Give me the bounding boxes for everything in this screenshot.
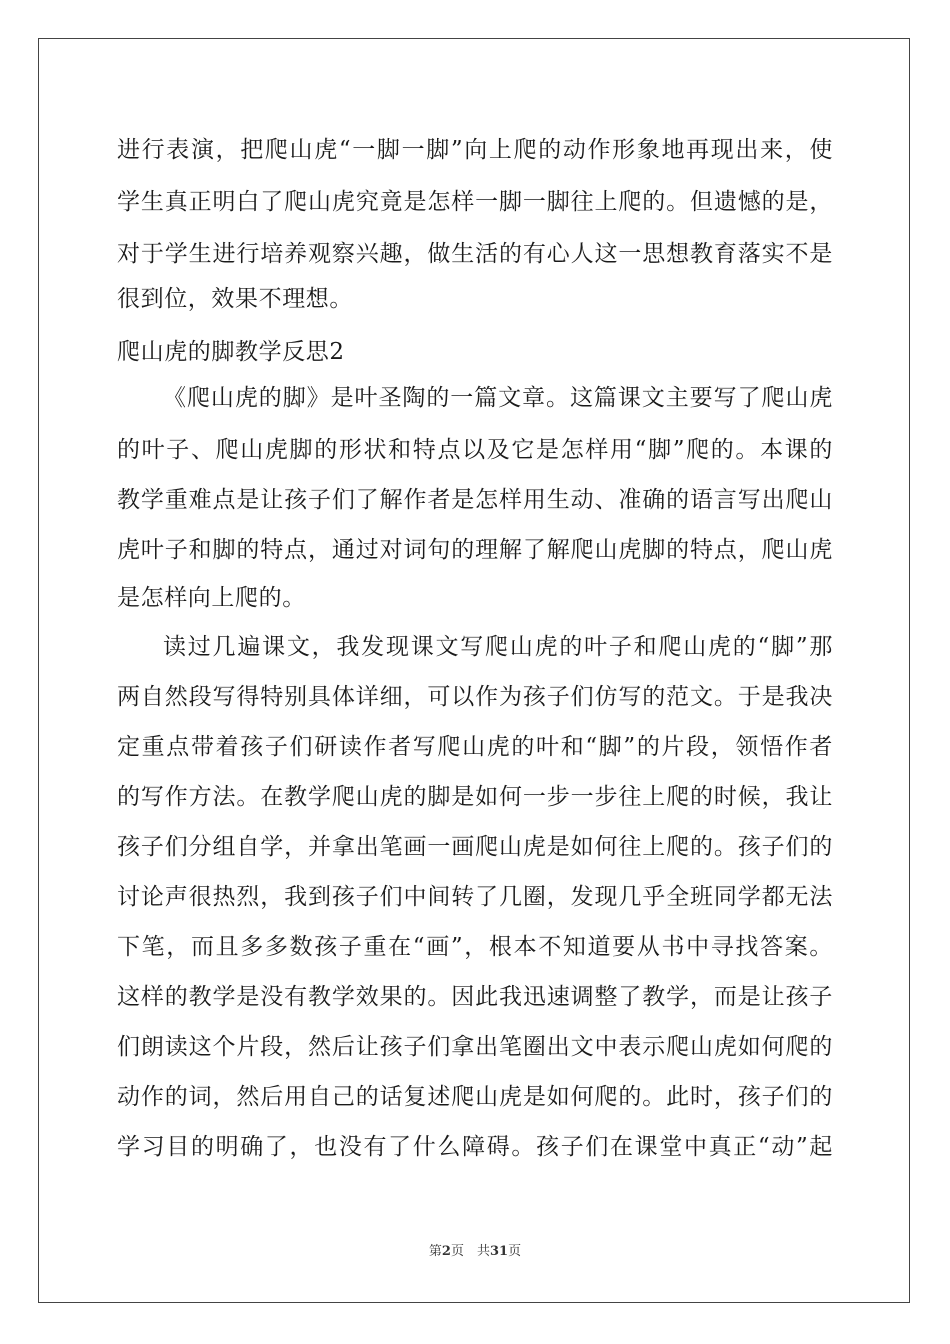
footer-prefix: 第 [428, 1244, 442, 1259]
paragraph-line: 两自然段写得特别具体详细，可以作为孩子们仿写的范文。于是我决 [117, 684, 833, 710]
paragraph-line: 动作的词，然后用自己的话复述爬山虎是如何爬的。此时，孩子们的 [117, 1084, 833, 1110]
page-number: 2 [441, 1244, 451, 1259]
paragraph-line: 这样的教学是没有教学效果的。因此我迅速调整了教学，而是让孩子 [117, 984, 833, 1010]
paragraph-line: 的写作方法。在教学爬山虎的脚是如何一步一步往上爬的时候，我让 [117, 784, 833, 810]
paragraph-line: 下笔，而且多多数孩子重在“画”，根本不知道要从书中寻找答案。 [117, 934, 833, 960]
section-heading: 爬山虎的脚教学反思2 [117, 339, 345, 365]
paragraph-line: 进行表演，把爬山虎“一脚一脚”向上爬的动作形象地再现出来，使 [117, 137, 833, 163]
paragraph-line: 虎叶子和脚的特点，通过对词句的理解了解爬山虎脚的特点，爬山虎 [117, 537, 833, 563]
paragraph-line: 教学重难点是让孩子们了解作者是怎样用生动、准确的语言写出爬山 [117, 487, 833, 513]
footer-mid: 页 共 [450, 1244, 490, 1259]
total-pages: 31 [489, 1244, 509, 1259]
paragraph-line: 学习目的明确了，也没有了什么障碍。孩子们在课堂中真正“动”起 [117, 1134, 833, 1160]
paragraph-line: 对于学生进行培养观察兴趣，做生活的有心人这一思想教育落实不是 [117, 241, 833, 267]
paragraph-line: 读过几遍课文，我发现课文写爬山虎的叶子和爬山虎的“脚”那 [163, 634, 833, 660]
footer-suffix: 页 [508, 1244, 522, 1259]
paragraph-line: 们朗读这个片段，然后让孩子们拿出笔圈出文中表示爬山虎如何爬的 [117, 1034, 833, 1060]
page-footer [0, 1242, 950, 1262]
paragraph-line: 是怎样向上爬的。 [117, 585, 306, 611]
paragraph-line: 讨论声很热烈，我到孩子们中间转了几圈，发现几乎全班同学都无法 [117, 884, 833, 910]
paragraph-line: 《爬山虎的脚》是叶圣陶的一篇文章。这篇课文主要写了爬山虎 [163, 385, 833, 411]
paragraph-line: 很到位，效果不理想。 [117, 286, 353, 312]
paragraph-line: 定重点带着孩子们研读作者写爬山虎的叶和“脚”的片段，领悟作者 [117, 734, 833, 760]
paragraph-line: 的叶子、爬山虎脚的形状和特点以及它是怎样用“脚”爬的。本课的 [117, 437, 833, 463]
paragraph-line: 学生真正明白了爬山虎究竟是怎样一脚一脚往上爬的。但遗憾的是， [117, 189, 833, 215]
paragraph-line: 孩子们分组自学，并拿出笔画一画爬山虎是如何往上爬的。孩子们的 [117, 834, 833, 860]
